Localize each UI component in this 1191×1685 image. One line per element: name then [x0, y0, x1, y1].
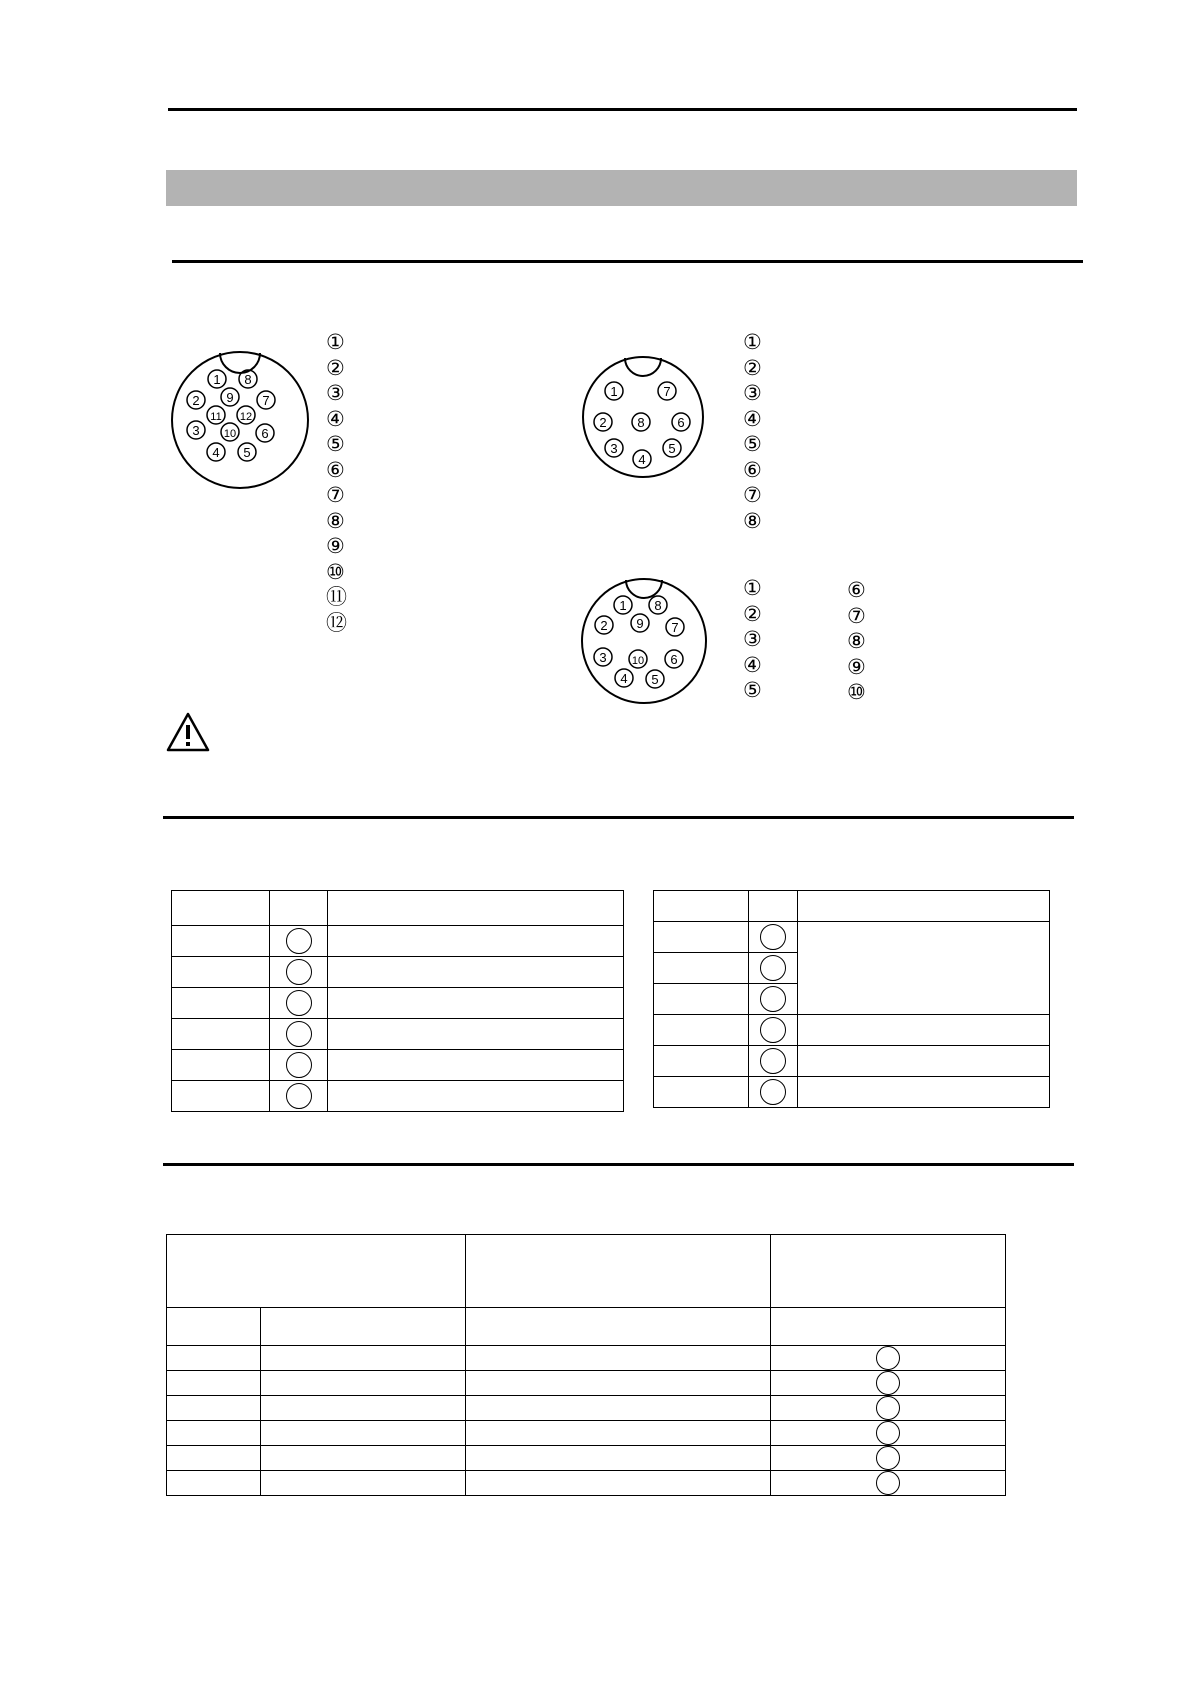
top-rule	[168, 108, 1077, 111]
face-label: 6	[670, 652, 678, 667]
circle-marker	[286, 1083, 312, 1109]
pin-marker: ④	[743, 653, 762, 677]
pin-marker: ⑦	[326, 484, 345, 507]
table-right	[653, 890, 1050, 1108]
pin-marker: ⑧	[326, 509, 345, 533]
circle-marker	[286, 928, 312, 954]
circle-marker	[876, 1471, 900, 1495]
face-label: 4	[212, 445, 220, 460]
pin-marker: ⑤	[326, 433, 345, 456]
section-rule-3	[163, 1163, 1074, 1166]
face-label: 7	[262, 393, 270, 408]
pin-marker: ⑥	[847, 579, 866, 602]
face-label: 9	[636, 616, 644, 631]
face-label: 1	[610, 384, 618, 399]
circle-marker	[286, 1021, 312, 1047]
face-label: 6	[261, 426, 269, 441]
connector-10pin-face	[580, 577, 708, 705]
face-label: 3	[610, 441, 618, 456]
face-label: 4	[638, 452, 646, 467]
pin-marker: ③	[326, 382, 345, 405]
face-label: 7	[663, 384, 671, 399]
circle-marker	[760, 1079, 786, 1105]
pin-list-8	[743, 330, 762, 534]
face-label: 7	[671, 620, 679, 635]
pin-marker: ⑦	[743, 484, 762, 507]
pin-marker: ①	[326, 331, 345, 354]
face-label: 10	[223, 428, 237, 440]
pin-marker: ⑪	[326, 586, 347, 609]
table-bottom	[166, 1234, 1006, 1496]
face-label: 5	[668, 441, 676, 456]
pin-list-10-left	[743, 576, 762, 704]
pin-marker: ⑨	[847, 655, 866, 679]
face-label: 8	[244, 372, 252, 387]
pin-marker: ⑥	[326, 458, 345, 482]
circle-marker	[286, 990, 312, 1016]
circle-marker	[286, 959, 312, 985]
face-label: 2	[599, 415, 607, 430]
section-rule-2	[163, 816, 1074, 819]
section-rule-1	[172, 260, 1083, 263]
pin-marker: ⑧	[847, 630, 866, 653]
face-label: 8	[637, 415, 645, 430]
pin-marker: ⑫	[326, 611, 347, 635]
circle-marker	[876, 1371, 900, 1395]
pin-list-12	[326, 330, 347, 636]
pin-marker: ⑧	[743, 509, 762, 533]
circle-marker	[760, 1017, 786, 1043]
pin-marker: ⑩	[847, 681, 866, 704]
pin-marker: ⑤	[743, 433, 762, 456]
warning-triangle-icon	[166, 712, 210, 752]
circle-marker	[760, 1048, 786, 1074]
circle-marker	[876, 1396, 900, 1420]
connector-8pin-face	[581, 355, 705, 479]
pin-marker: ④	[326, 407, 345, 431]
pin-marker: ①	[743, 331, 762, 354]
face-label: 12	[239, 411, 253, 423]
title-band	[166, 170, 1077, 206]
pin-marker: ②	[743, 602, 762, 626]
circle-marker	[760, 986, 786, 1012]
circle-marker	[876, 1421, 900, 1445]
pin-marker: ⑦	[847, 604, 866, 628]
pin-marker: ①	[743, 577, 762, 600]
face-label: 3	[192, 423, 200, 438]
circle-marker	[876, 1446, 900, 1470]
face-label: 5	[243, 445, 251, 460]
circle-marker	[760, 924, 786, 950]
connector-12pin-face	[170, 350, 310, 490]
pin-marker: ③	[743, 382, 762, 405]
face-label: 2	[600, 618, 608, 633]
pin-list-10-right	[847, 578, 866, 706]
face-label: 4	[620, 671, 628, 686]
face-label: 1	[619, 598, 627, 613]
pin-marker: ⑥	[743, 458, 762, 482]
pin-marker: ④	[743, 407, 762, 431]
circle-marker	[286, 1052, 312, 1078]
pin-marker: ②	[743, 356, 762, 380]
circle-marker	[876, 1346, 900, 1370]
face-label: 2	[192, 393, 200, 408]
pin-marker: ⑤	[743, 679, 762, 702]
face-label: 9	[226, 390, 234, 405]
face-label: 10	[631, 655, 645, 667]
table-left	[171, 890, 624, 1112]
circle-marker	[760, 955, 786, 981]
pin-marker: ⑩	[326, 560, 345, 584]
face-label: 1	[213, 372, 221, 387]
pin-marker: ②	[326, 356, 345, 380]
pin-marker: ⑨	[326, 535, 345, 558]
pin-marker: ③	[743, 628, 762, 651]
face-label: 6	[677, 415, 685, 430]
face-label: 5	[651, 672, 659, 687]
face-label: 11	[210, 411, 222, 423]
face-label: 3	[599, 650, 607, 665]
face-label: 8	[654, 598, 662, 613]
